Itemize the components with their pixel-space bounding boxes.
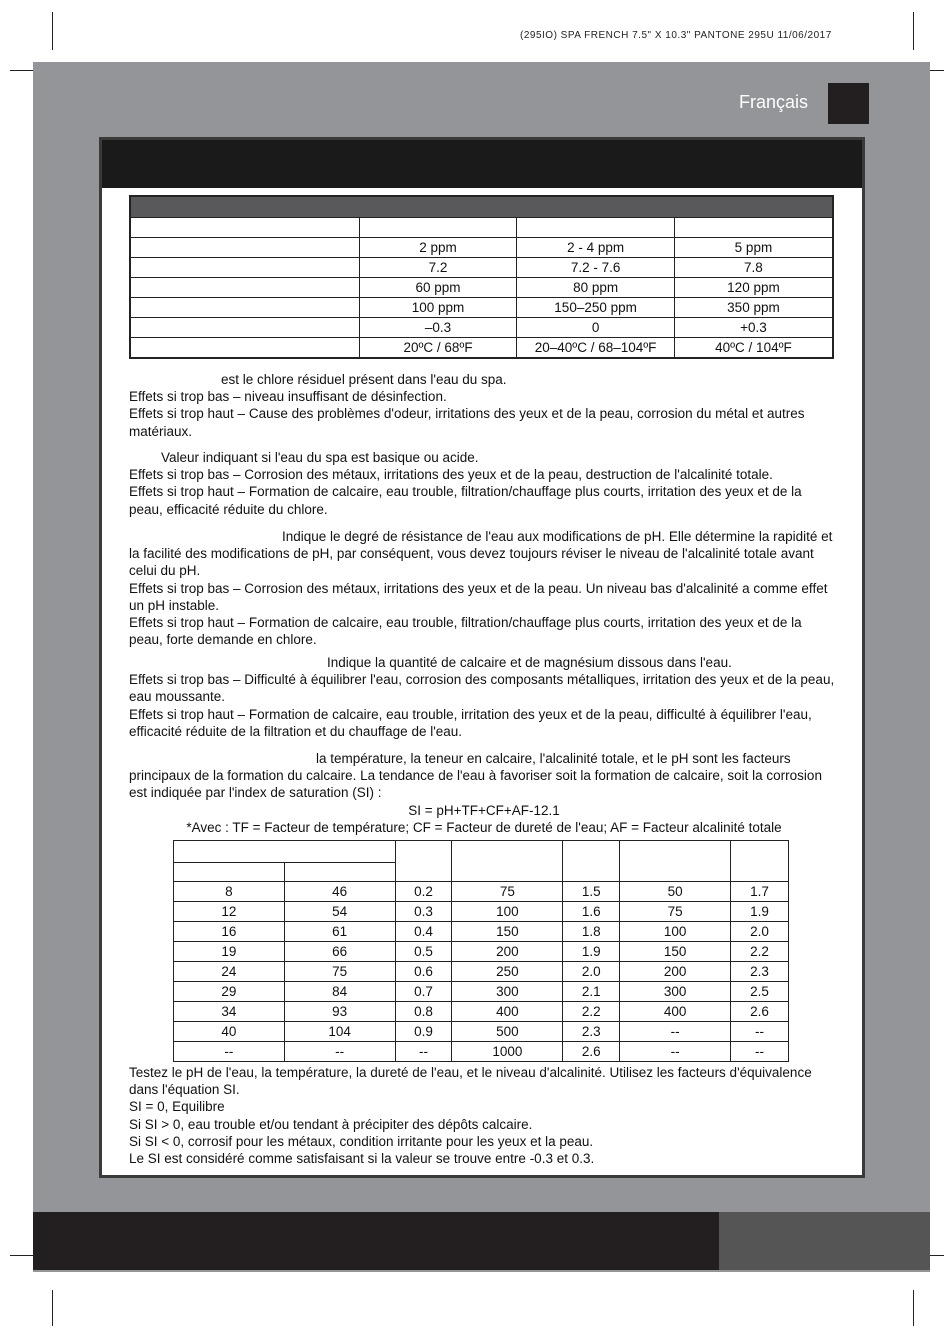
saturation-factors-table: [173, 840, 789, 1062]
table-header-row: [130, 196, 833, 218]
table-cell: 50: [620, 882, 731, 902]
table-cell: 61: [284, 922, 395, 942]
table-cell: 1.9: [563, 942, 620, 962]
table-row: [130, 298, 833, 318]
crop-mark: [913, 12, 914, 50]
table-cell: 19: [174, 942, 285, 962]
table-cell: 46: [284, 882, 395, 902]
table-cell: [130, 258, 359, 278]
table-cell: 0.4: [395, 922, 452, 942]
content-panel: [99, 137, 865, 1178]
table-cell: 0.6: [395, 962, 452, 982]
table-row: [130, 318, 833, 338]
table-cell: [452, 841, 563, 882]
table-cell: 24: [174, 962, 285, 982]
table-cell: 2.3: [731, 962, 789, 982]
table-cell: 350 ppm: [674, 298, 833, 318]
table-cell: 66: [284, 942, 395, 962]
ph-section: [129, 449, 839, 518]
table-cell: 7.8: [674, 258, 833, 278]
table-cell: --: [731, 1022, 789, 1042]
table-cell: 40ºC / 104ºF: [674, 338, 833, 359]
paragraph: Effets si trop bas – Corrosion des métaux, irritations des yeux et de la peau. Un niveau bas d'alcalinité a comme effet un pH instable.: [129, 580, 828, 613]
paragraph: Effets si trop haut – Formation de calcaire, eau trouble, irritation des yeux et de la peau, difficulté à équilibrer l'eau, efficacité réduite de la filtration et du chauffage de l'eau.: [129, 706, 812, 739]
table-cell: --: [395, 1042, 452, 1062]
table-cell: 200: [452, 942, 563, 962]
table-cell: 7.2 - 7.6: [517, 258, 675, 278]
table-cell: 2.6: [731, 1002, 789, 1022]
table-cell: 20ºC / 68ºF: [359, 338, 517, 359]
table-cell: [130, 218, 359, 238]
table-cell: +0.3: [674, 318, 833, 338]
table-cell: [395, 841, 452, 882]
table-cell: 54: [284, 902, 395, 922]
table-row: [130, 258, 833, 278]
table-row: [174, 902, 789, 922]
crop-mark: [52, 12, 53, 50]
saturation-section: [129, 750, 839, 836]
paragraph: Testez le pH de l'eau, la température, la dureté de l'eau, et le niveau d'alcalinité. Utilisez les facteurs d'équivalence dans l'équation SI.: [129, 1065, 812, 1098]
table-cell: [517, 218, 675, 238]
paragraph: Effets si trop bas – Difficulté à équilibrer l'eau, corrosion des composants métalliques, irritation des yeux et de la peau, eau moussante.: [129, 672, 835, 705]
language-label: Français: [738, 92, 808, 112]
table-cell: 200: [620, 962, 731, 982]
table-cell: [174, 863, 285, 882]
table-cell: 0.7: [395, 982, 452, 1002]
table-row: [130, 338, 833, 359]
alkalinity-section: [129, 528, 839, 648]
print-info: (295IO) SPA FRENCH 7.5" X 10.3" PANTONE 295U 11/06/2017: [520, 30, 832, 41]
table-cell: [130, 298, 359, 318]
hardness-section: [129, 654, 839, 740]
table-cell: 75: [620, 902, 731, 922]
table-cell: 104: [284, 1022, 395, 1042]
table-cell: 2.0: [731, 922, 789, 942]
table-cell: 100: [620, 922, 731, 942]
table-cell: [130, 238, 359, 258]
table-cell: 80 ppm: [517, 278, 675, 298]
panel-header-bar: [102, 140, 862, 188]
table-cell: 1.9: [731, 902, 789, 922]
table-cell: 7.2: [359, 258, 517, 278]
table-cell: 250: [452, 962, 563, 982]
table-cell: 300: [452, 982, 563, 1002]
table-row: [174, 942, 789, 962]
table-row: [174, 1042, 789, 1062]
table-row: [174, 922, 789, 942]
instructions-section: [129, 1064, 839, 1167]
table-cell: –0.3: [359, 318, 517, 338]
table-cell: 75: [284, 962, 395, 982]
table-cell: 2.0: [563, 962, 620, 982]
table-cell: [284, 863, 395, 882]
table-cell: --: [620, 1042, 731, 1062]
table-cell: 120 ppm: [674, 278, 833, 298]
table-cell: 16: [174, 922, 285, 942]
table-cell: 1000: [452, 1042, 563, 1062]
paragraph: Effets si trop haut – Cause des problèmes d'odeur, irritations des yeux et de la peau, corrosion du métal et autres matériaux.: [129, 406, 805, 439]
table-cell: 1.6: [563, 902, 620, 922]
paragraph: Si SI < 0, corrosif pour les métaux, condition irritante pour les yeux et la peau.: [129, 1133, 594, 1149]
table-row: [130, 238, 833, 258]
paragraph: Le SI est considéré comme satisfaisant si la valeur se trouve entre -0.3 et 0.3.: [129, 1151, 595, 1167]
paragraph: Effets si trop haut – Formation de calcaire, eau trouble, filtration/chauffage plus courts, irritation des yeux et de la peau, efficacité réduite du chlore.: [129, 484, 802, 517]
table-cell: 40: [174, 1022, 285, 1042]
paragraph: Valeur indiquant si l'eau du spa est basique ou acide.: [161, 450, 479, 465]
water-levels-table: [129, 195, 834, 359]
table-cell: 2.2: [563, 1002, 620, 1022]
table-cell: 12: [174, 902, 285, 922]
table-row: [174, 1022, 789, 1042]
footer-bar-right: [719, 1212, 930, 1270]
crop-mark: [913, 1290, 914, 1326]
table-cell: 84: [284, 982, 395, 1002]
table-subheader-row: [130, 218, 833, 238]
table-cell: 150–250 ppm: [517, 298, 675, 318]
table-cell: 100 ppm: [359, 298, 517, 318]
table-cell: [674, 218, 833, 238]
table-cell: 400: [620, 1002, 731, 1022]
table-cell: --: [174, 1042, 285, 1062]
table-cell: 0: [517, 318, 675, 338]
table-row: [174, 1002, 789, 1022]
table-cell: [130, 338, 359, 359]
table-cell: 93: [284, 1002, 395, 1022]
table-cell: --: [284, 1042, 395, 1062]
paragraph: est le chlore résiduel présent dans l'eau du spa.: [221, 372, 507, 387]
language-tab-marker: [828, 83, 869, 124]
footer-bar: [33, 1212, 719, 1270]
table-cell: 2.6: [563, 1042, 620, 1062]
table-cell: 8: [174, 882, 285, 902]
si-note: *Avec : TF = Facteur de température; CF = Facteur de dureté de l'eau; AF = Facteur alcalinité totale: [186, 819, 782, 835]
table-row: [174, 962, 789, 982]
table-header-row: [174, 841, 789, 863]
chlorine-section: [129, 371, 839, 440]
table-cell: [130, 278, 359, 298]
paragraph: Indique le degré de résistance de l'eau aux modifications de pH. Elle détermine la rapidité et la facilité des modifications de pH, par conséquent, vous devez toujours réviser le niveau de l'alcalinité totale avant celui du pH.: [129, 529, 833, 579]
table-cell: 2.5: [731, 982, 789, 1002]
table-row: [174, 882, 789, 902]
table-cell: [620, 841, 731, 882]
table-cell: 150: [620, 942, 731, 962]
table-cell: 100: [452, 902, 563, 922]
crop-mark: [52, 1290, 53, 1326]
table-cell: [174, 841, 396, 863]
table-cell: 1.8: [563, 922, 620, 942]
table-cell: 0.5: [395, 942, 452, 962]
table-row: [130, 278, 833, 298]
table-cell: 75: [452, 882, 563, 902]
table-cell: 1.7: [731, 882, 789, 902]
paragraph: Si SI > 0, eau trouble et/ou tendant à précipiter des dépôts calcaire.: [129, 1116, 533, 1132]
table-cell: 150: [452, 922, 563, 942]
table-cell: [130, 318, 359, 338]
table-cell: --: [731, 1042, 789, 1062]
table-cell: 5 ppm: [674, 238, 833, 258]
table-cell: 2.3: [563, 1022, 620, 1042]
table-cell: 2.1: [563, 982, 620, 1002]
paragraph: SI = 0, Equilibre: [129, 1099, 225, 1115]
table-cell: 20–40ºC / 68–104ºF: [517, 338, 675, 359]
table-cell: 500: [452, 1022, 563, 1042]
table-cell: 0.9: [395, 1022, 452, 1042]
table-cell: --: [620, 1022, 731, 1042]
table-cell: 0.8: [395, 1002, 452, 1022]
paragraph: Effets si trop haut – Formation de calcaire, eau trouble, filtration/chauffage plus courts, irritation des yeux et de la peau, forte demande en chlore.: [129, 615, 802, 648]
table-cell: 0.2: [395, 882, 452, 902]
table-cell: 300: [620, 982, 731, 1002]
table-cell: 400: [452, 1002, 563, 1022]
paragraph: la température, la teneur en calcaire, l'alcalinité totale, et le pH sont les facteurs principaux de la formation du calcaire. La tendance de l'eau à favoriser soit la formation de calcaire, soit la corrosion est indiquée par l'index de saturation (SI) :: [129, 751, 822, 801]
table-cell: 2 ppm: [359, 238, 517, 258]
table-cell: [130, 196, 833, 218]
table-cell: 0.3: [395, 902, 452, 922]
paragraph: Effets si trop bas – Corrosion des métaux, irritations des yeux et de la peau, destruction de l'alcalinité totale.: [129, 467, 773, 483]
table-cell: [731, 841, 789, 882]
table-cell: 1.5: [563, 882, 620, 902]
table-cell: [359, 218, 517, 238]
table-cell: 34: [174, 1002, 285, 1022]
paragraph: Effets si trop bas – niveau insuffisant de désinfection.: [129, 389, 447, 405]
paragraph: Indique la quantité de calcaire et de magnésium dissous dans l'eau.: [327, 655, 732, 670]
table-cell: 29: [174, 982, 285, 1002]
table-cell: [563, 841, 620, 882]
table-cell: 60 ppm: [359, 278, 517, 298]
si-formula: SI = pH+TF+CF+AF-12.1: [408, 802, 560, 818]
table-row: [174, 982, 789, 1002]
table-cell: 2.2: [731, 942, 789, 962]
table-cell: 2 - 4 ppm: [517, 238, 675, 258]
